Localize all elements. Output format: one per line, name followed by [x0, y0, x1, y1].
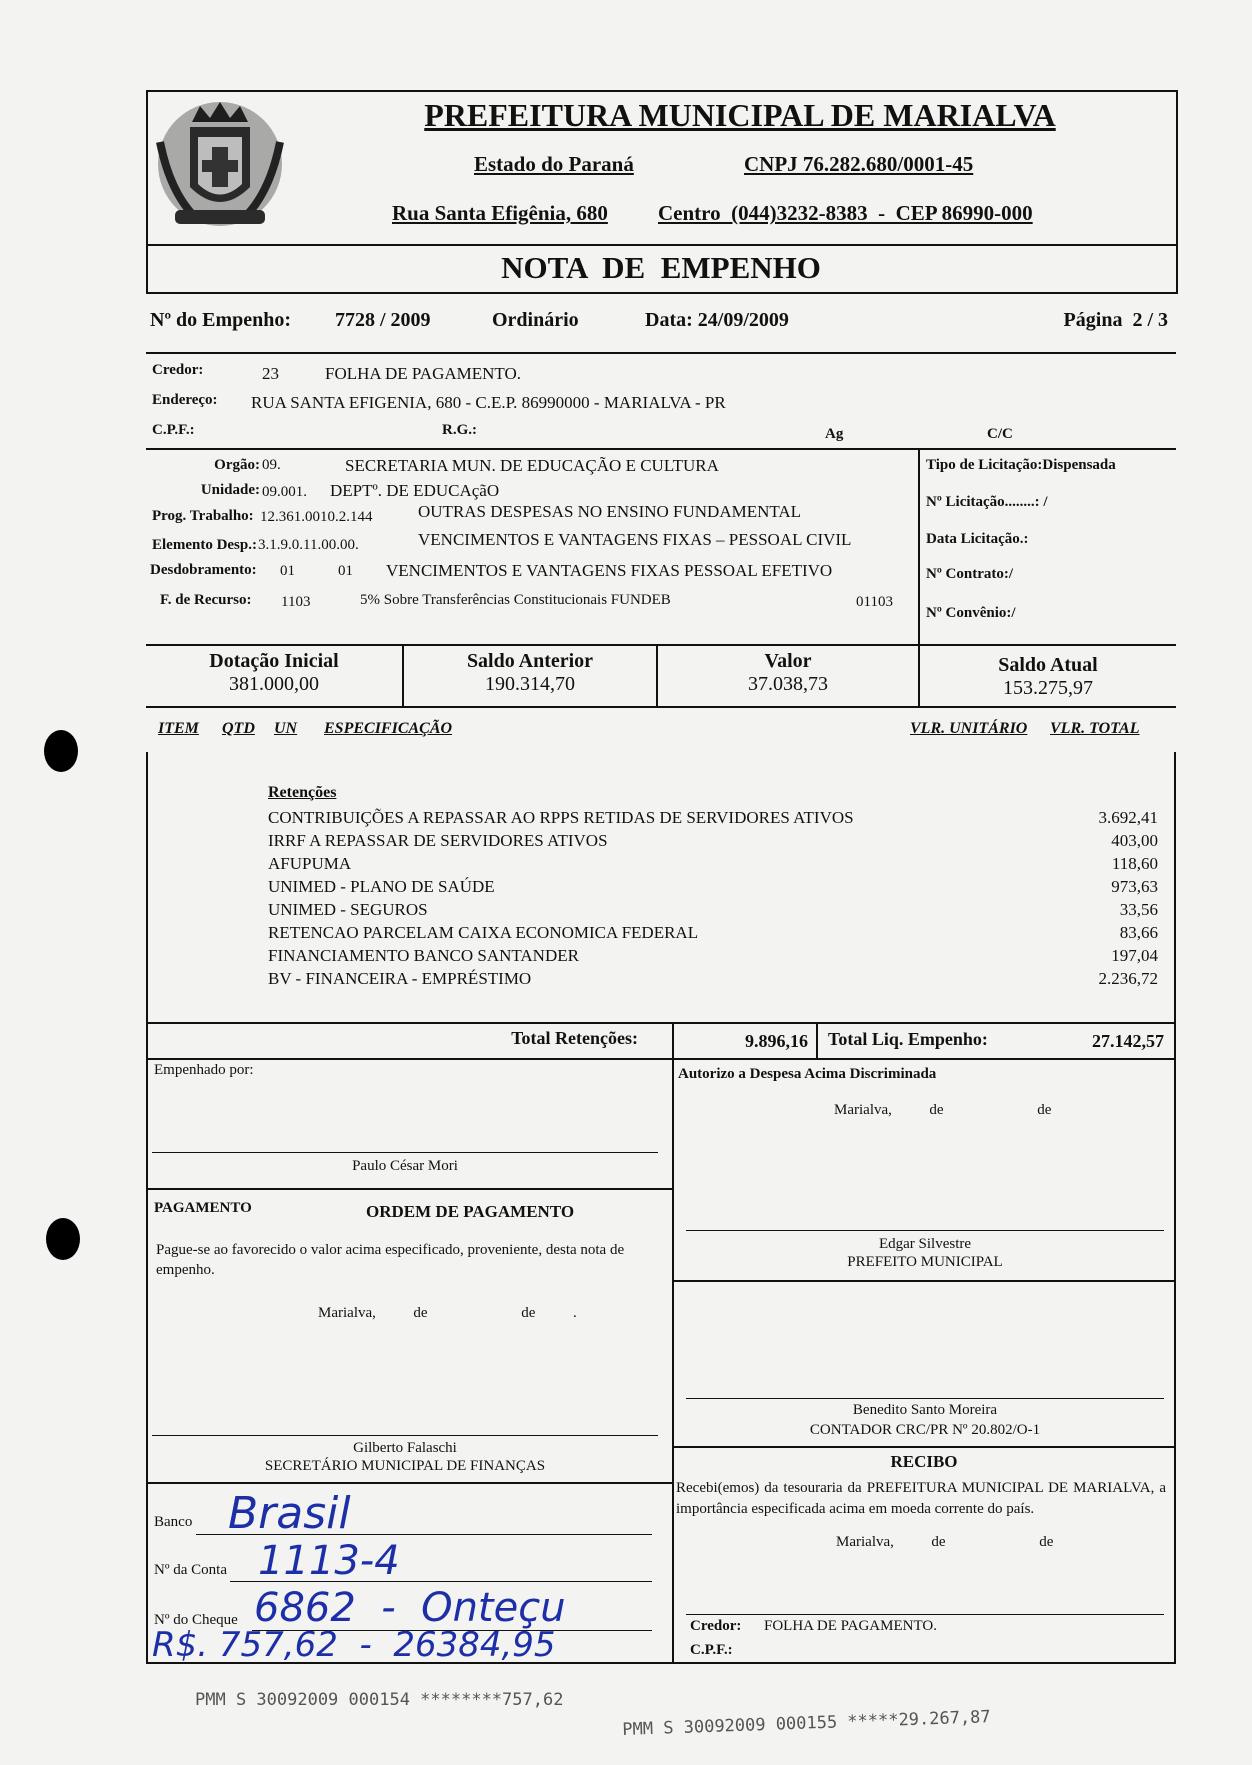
tipo-licitacao: Tipo de Licitação:Dispensada — [926, 457, 1116, 473]
contador-title: CONTADOR CRC/PR Nº 20.802/O-1 — [809, 1422, 1041, 1438]
retencoes-list — [268, 806, 1158, 990]
empenho-label: Nº do Empenho: — [150, 309, 292, 331]
handwritten-banco: Brasil — [228, 1488, 351, 1539]
balance-valor — [658, 650, 918, 696]
desdobramento-label: Desdobramento: — [150, 562, 257, 578]
header-title: PREFEITURA MUNICIPAL DE MARIALVA — [424, 97, 1056, 133]
cc-label: C/C — [987, 426, 1013, 442]
unidade-label: Unidade: — [200, 482, 260, 498]
total-retencoes-value: 9.896,16 — [745, 1031, 808, 1051]
balance-dotacao — [146, 650, 402, 696]
punch-hole-bottom — [46, 1218, 80, 1260]
retencao-row — [268, 852, 1158, 875]
secretario-title: SECRETÁRIO MUNICIPAL DE FINANÇAS — [264, 1458, 546, 1474]
right-marialva-line: Marialva, de de — [834, 1102, 1052, 1118]
retencao-value: 33,56 — [1119, 900, 1158, 919]
ag-label: Ag — [825, 426, 844, 442]
coat-of-arms-logo — [150, 92, 290, 242]
document-title: NOTA DE EMPENHO — [501, 250, 821, 285]
elemento-label: Elemento Desp.: — [152, 537, 257, 553]
retencao-value: 973,63 — [1111, 877, 1158, 896]
secretario-name: Gilberto Falaschi — [353, 1440, 457, 1456]
n-contrato: Nº Contrato:/ — [926, 566, 1014, 582]
autorizo-label: Autorizo a Despesa Acima Discriminada — [678, 1066, 937, 1082]
retencoes-title: Retenções — [268, 784, 337, 801]
retencao-row — [268, 944, 1158, 967]
credor-code: 23 — [262, 364, 279, 383]
endereco-label: Endereço: — [152, 392, 218, 408]
cheque-label: Nº do Cheque — [154, 1612, 238, 1628]
retencao-value: 83,66 — [1119, 923, 1158, 942]
empenho-type: Ordinário — [492, 309, 579, 331]
page-number: Página 2 / 3 — [1063, 309, 1168, 331]
retencao-value: 118,60 — [1111, 854, 1158, 873]
ordem-pagamento-label: ORDEM DE PAGAMENTO — [366, 1202, 575, 1221]
balance-saldo-atual-value: 153.275,97 — [1003, 677, 1093, 699]
retencao-desc: CONTRIBUIÇÕES A REPASSAR AO RPPS RETIDAS DE SERVIDORES ATIVOS — [268, 808, 854, 827]
header-address: Centro (044)3232-8383 - CEP 86990-000 — [658, 201, 1033, 225]
total-liquido-value: 27.142,57 — [1092, 1031, 1164, 1051]
retencao-row — [268, 921, 1158, 944]
desdobramento-value: VENCIMENTOS E VANTAGENS FIXAS PESSOAL EFETIVO — [386, 561, 833, 580]
data-licitacao: Data Licitação.: — [926, 531, 1029, 547]
unidade-code: 09.001. — [262, 484, 307, 500]
handwritten-conta: 1113-4 — [258, 1538, 400, 1584]
handwritten-cheque: 6862 - Onteçu — [254, 1585, 566, 1631]
retencao-desc: UNIMED - PLANO DE SAÚDE — [268, 877, 495, 896]
recurso-code-2: 01103 — [856, 594, 893, 610]
balance-saldo-atual-label: Saldo Atual — [998, 654, 1098, 676]
retencao-desc: IRRF A REPASSAR DE SERVIDORES ATIVOS — [268, 831, 608, 850]
balance-saldo-anterior-label: Saldo Anterior — [466, 650, 594, 672]
retencao-row — [268, 898, 1158, 921]
recibo-title: RECIBO — [890, 1452, 958, 1471]
recibo-credor-value: FOLHA DE PAGAMENTO. — [764, 1618, 937, 1634]
retencao-value: 403,00 — [1111, 831, 1158, 850]
n-licitacao: Nº Licitação........: / — [926, 494, 1048, 510]
balance-saldo-anterior-value: 190.314,70 — [485, 673, 575, 695]
prog-code: 12.361.0010.2.144 — [260, 509, 373, 525]
prog-label: Prog. Trabalho: — [152, 508, 254, 524]
prog-value: OUTRAS DESPESAS NO ENSINO FUNDAMENTAL — [418, 502, 802, 521]
empenhado-por-name: Paulo César Mori — [352, 1158, 458, 1174]
header-street: Rua Santa Efigênia, 680 — [392, 201, 608, 225]
handwritten-cheque-amounts: R$. 757,62 - 26384,95 — [152, 1625, 556, 1665]
recibo-cpf-label: C.P.F.: — [690, 1642, 733, 1658]
retencao-value: 3.692,41 — [1098, 808, 1158, 827]
retencao-desc: BV - FINANCEIRA - EMPRÉSTIMO — [268, 969, 532, 988]
header-state: Estado do Paraná — [474, 152, 634, 176]
retencao-row — [268, 875, 1158, 898]
orgao-code: 09. — [262, 457, 281, 473]
empenho-number: 7728 / 2009 — [335, 309, 431, 331]
pagamento-label: PAGAMENTO — [154, 1200, 252, 1216]
prefeito-title: PREFEITO MUNICIPAL — [847, 1254, 1003, 1270]
col-unit-value: VLR. UNITÁRIO — [910, 720, 1028, 737]
retencao-row — [268, 829, 1158, 852]
balance-dotacao-label: Dotação Inicial — [209, 650, 339, 672]
mechanical-stamp-2: PMM S 30092009 000155 *****29.267,87 — [622, 1707, 991, 1740]
col-item: ITEM — [158, 720, 199, 737]
retencao-desc: RETENCAO PARCELAM CAIXA ECONOMICA FEDERAL — [268, 923, 699, 942]
left-marialva-line: Marialva, de de . — [318, 1305, 577, 1321]
elemento-code: 3.1.9.0.11.00.00. — [258, 537, 359, 553]
recurso-value: 5% Sobre Transferências Constitucionais FUNDEB — [360, 592, 671, 608]
contador-name: Benedito Santo Moreira — [852, 1402, 998, 1418]
balance-valor-label: Valor — [764, 650, 812, 672]
recibo-credor-label: Credor: — [690, 1618, 742, 1634]
balance-valor-value: 37.038,73 — [748, 673, 828, 695]
balance-dotacao-value: 381.000,00 — [229, 673, 319, 695]
balance-saldo-anterior — [404, 650, 656, 696]
empenho-date: Data: 24/09/2009 — [645, 309, 789, 331]
retencao-value: 2.236,72 — [1098, 969, 1158, 988]
orgao-value: SECRETARIA MUN. DE EDUCAÇÃO E CULTURA — [345, 456, 719, 475]
mechanical-stamp-1: PMM S 30092009 000154 ********757,62 — [195, 1690, 564, 1710]
prefeito-name: Edgar Silvestre — [878, 1236, 972, 1252]
total-liquido-label: Total Liq. Empenho: — [828, 1029, 988, 1049]
recibo-marialva-line: Marialva, de de — [836, 1534, 1054, 1550]
desdobramento-b: 01 — [338, 563, 353, 579]
unidade-value: DEPTº. DE EDUCAçãO — [330, 481, 500, 500]
orgao-label: Orgão: — [214, 457, 260, 473]
cpf-label: C.P.F.: — [152, 422, 195, 438]
retencao-row — [268, 967, 1158, 990]
total-retencoes-label: Total Retenções: — [511, 1028, 638, 1048]
retencao-desc: AFUPUMA — [268, 854, 352, 873]
empenhado-por-label: Empenhado por: — [154, 1062, 254, 1078]
punch-hole-top — [44, 730, 78, 772]
col-spec: ESPECIFICAÇÃO — [324, 720, 453, 737]
conta-label: Nº da Conta — [154, 1562, 227, 1578]
retencao-row — [268, 806, 1158, 829]
n-convenio: Nº Convênio:/ — [926, 605, 1016, 621]
endereco-value: RUA SANTA EFIGENIA, 680 - C.E.P. 86990000 - MARIALVA - PR — [251, 393, 726, 412]
col-qtd: QTD — [222, 720, 255, 737]
pague-se-text: Pague-se ao favorecido o valor acima especificado, proveniente, desta nota de empenho. — [156, 1242, 625, 1278]
header-cnpj: CNPJ 76.282.680/0001-45 — [744, 152, 974, 176]
banco-label: Banco — [154, 1514, 193, 1530]
rg-label: R.G.: — [442, 422, 477, 438]
retencao-desc: FINANCIAMENTO BANCO SANTANDER — [268, 946, 579, 965]
desdobramento-a: 01 — [280, 563, 295, 579]
balance-saldo-atual — [920, 654, 1176, 700]
col-un: UN — [274, 720, 298, 737]
col-total-value: VLR. TOTAL — [1050, 720, 1140, 737]
recurso-code: 1103 — [281, 594, 311, 610]
retencao-desc: UNIMED - SEGUROS — [268, 900, 428, 919]
credor-name: FOLHA DE PAGAMENTO. — [325, 364, 521, 383]
recibo-text: Recebi(emos) da tesouraria da PREFEITURA MUNICIPAL DE MARIALVA, a importância especificada acima em moeda corrente do país. — [676, 1480, 1166, 1517]
recurso-label: F. de Recurso: — [160, 592, 252, 608]
credor-label: Credor: — [152, 362, 204, 378]
retencao-value: 197,04 — [1111, 946, 1158, 965]
elemento-value: VENCIMENTOS E VANTAGENS FIXAS – PESSOAL CIVIL — [418, 530, 852, 549]
